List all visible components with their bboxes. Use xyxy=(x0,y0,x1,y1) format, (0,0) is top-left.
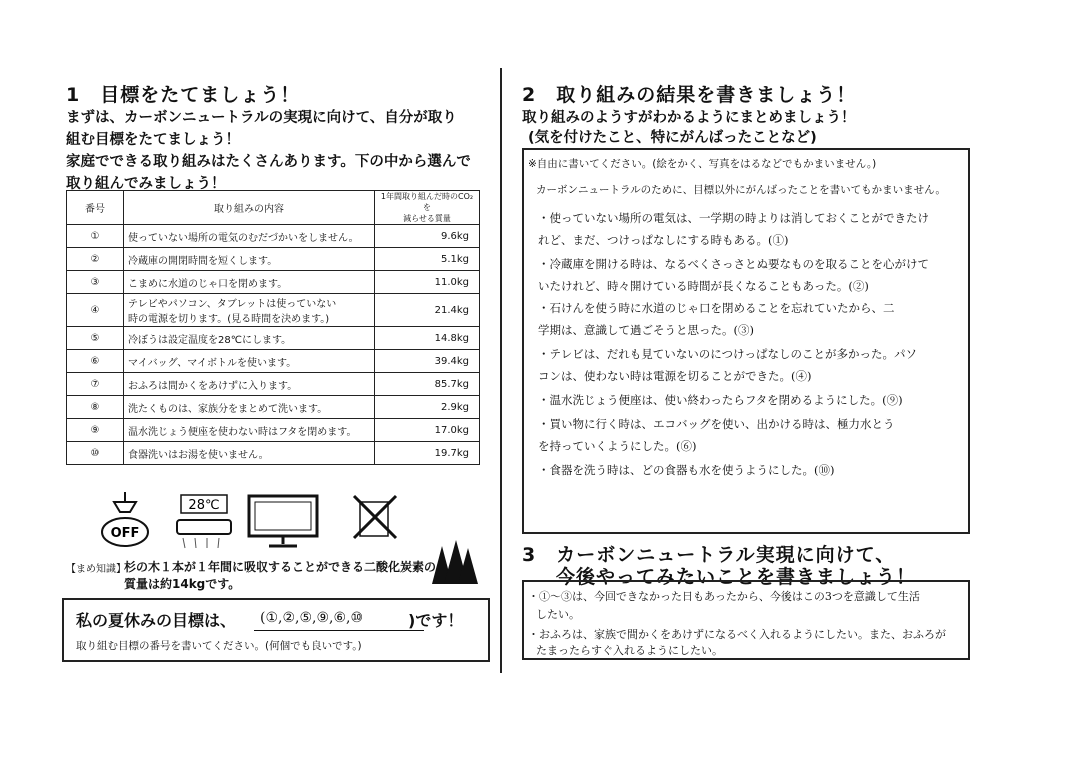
row-number: ① xyxy=(67,225,124,248)
result-line: 学期は、意識して過ごそうと思った。(③) xyxy=(538,323,754,337)
section1-intro-line1: まずは、カーボンニュートラルの実現に向けて、自分が取り xyxy=(66,110,457,126)
table-row xyxy=(67,225,480,248)
goal-value: (①,②,⑤,⑨,⑥,⑩ xyxy=(260,610,364,626)
row-content: 食器洗いはお湯を使いません。 xyxy=(124,442,375,465)
row-content: 洗たくものは、家族分をまとめて洗います。 xyxy=(124,396,375,419)
row-amount: 2.9kg xyxy=(375,396,480,419)
table-row xyxy=(67,248,480,271)
row-amount: 5.1kg xyxy=(375,248,480,271)
row-content-line2: 時の電源を切ります。(見る時間を決めます。) xyxy=(128,314,330,325)
row-amount: 21.4kg xyxy=(375,294,480,327)
row-content: 冷蔵庫の開閉時間を短くします。 xyxy=(124,248,375,271)
row-amount: 19.7kg xyxy=(375,442,480,465)
row-amount: 17.0kg xyxy=(375,419,480,442)
tv-monitor-icon xyxy=(247,494,319,550)
ac-temp-label: 28℃ xyxy=(188,498,220,513)
light-off-icon xyxy=(100,492,150,548)
no-water-icon xyxy=(350,492,400,542)
row-number: ⑥ xyxy=(67,350,124,373)
table-row xyxy=(67,419,480,442)
off-label: OFF xyxy=(110,526,140,541)
trivia-label: 【まめ知識】 xyxy=(66,564,126,575)
row-content-line1: テレビやパソコン、タブレットは使っていない xyxy=(128,299,337,310)
section1-intro-line4: 取り組んでみましょう！ xyxy=(66,176,226,192)
row-amount: 9.6kg xyxy=(375,225,480,248)
row-content: 使っていない場所の電気のむだづかいをしません。 xyxy=(124,225,375,248)
row-content: 温水洗じょう便座を使わない時はフタを閉めます。 xyxy=(124,419,375,442)
future-line: ・おふろは、家族で間かくをあけずになるべく入れるようにしたい。また、おふろが xyxy=(528,628,946,641)
row-amount: 39.4kg xyxy=(375,350,480,373)
goal-suffix: )です！ xyxy=(408,611,464,630)
result-line: コンは、使わない時は電源を切ることができた。(④) xyxy=(538,369,812,383)
row-amount: 85.7kg xyxy=(375,373,480,396)
future-line: ・①～③は、今回できなかった日もあったから、今後はこの3つを意識して生活 xyxy=(528,590,920,603)
table-row xyxy=(67,442,480,465)
future-line: したい。 xyxy=(536,608,580,621)
table-row xyxy=(67,294,480,327)
result-line: ・温水洗じょう便座は、使い終わったらフタを閉めるようにした。(⑨) xyxy=(538,393,903,407)
result-line: いたけれど、時々開けている時間が長くなることもあった。(②) xyxy=(538,279,869,293)
header-amount xyxy=(375,191,480,225)
goal-note: 取り組む目標の番号を書いてください。(何個でも良いです。) xyxy=(76,640,362,652)
row-content: おふろは間かくをあけずに入ります。 xyxy=(124,373,375,396)
table-row xyxy=(67,271,480,294)
section1-heading: 1 目標をたてましょう！ xyxy=(66,84,301,106)
row-number: ② xyxy=(67,248,124,271)
section2-sub2: (気を付けたこと、特にがんばったことなど) xyxy=(528,130,817,146)
result-line: ・使っていない場所の電気は、一学期の時よりは消しておくことができたけ xyxy=(538,211,929,225)
trivia-line1: 杉の木１本が１年間に吸収することができる二酸化炭素の xyxy=(124,560,437,574)
air-conditioner-icon xyxy=(175,494,233,550)
results-note1: ※自由に書いてください。(絵をかく、写真をはるなどでもかまいません。) xyxy=(528,158,877,170)
results-note2: カーボンニュートラルのために、目標以外にがんばったことを書いてもかまいません。 xyxy=(536,184,946,196)
summer-goal-box xyxy=(62,598,490,662)
row-content: マイバッグ、マイボトルを使います。 xyxy=(124,350,375,373)
trivia-line2: 質量は約14kgです。 xyxy=(124,577,241,591)
row-content: 冷ぼうは設定温度を28℃にします。 xyxy=(124,327,375,350)
goal-underline xyxy=(254,630,424,631)
future-line: たまったらすぐ入れるようにしたい。 xyxy=(536,644,723,657)
row-number: ⑨ xyxy=(67,419,124,442)
section2-sub1: 取り組みのようすがわかるようにまとめましょう！ xyxy=(522,110,856,126)
goal-prefix: 私の夏休みの目標は、 xyxy=(76,611,237,630)
header-number: 番号 xyxy=(67,191,124,225)
header-amount-line1: 1年間取り組んだ時のCO₂を xyxy=(380,192,474,212)
table-header-row xyxy=(67,191,480,225)
column-divider xyxy=(500,68,502,673)
section1-intro-line3: 家庭でできる取り組みはたくさんあります。下の中から選んで xyxy=(66,154,471,170)
row-number: ⑤ xyxy=(67,327,124,350)
cedar-trees-icon xyxy=(430,540,480,588)
row-content: こまめに水道のじゃ口を閉めます。 xyxy=(124,271,375,294)
row-number: ⑩ xyxy=(67,442,124,465)
section3-heading-line1: 3 カーボンニュートラル実現に向けて、 xyxy=(522,544,896,566)
table-row xyxy=(67,350,480,373)
future-plans-box xyxy=(522,580,970,660)
header-amount-line2: 減らせる質量 xyxy=(403,214,451,223)
result-line: を持っていくようにした。(⑥) xyxy=(538,439,697,453)
table-row xyxy=(67,327,480,350)
goals-table xyxy=(66,190,480,465)
section3-heading-line2: 今後やってみたいことを書きましょう！ xyxy=(556,566,917,588)
row-amount: 11.0kg xyxy=(375,271,480,294)
result-line: ・冷蔵庫を開ける時は、なるべくさっさとぬ要なものを取ることを心がけて xyxy=(538,257,929,271)
results-box xyxy=(522,148,970,534)
row-number: ⑧ xyxy=(67,396,124,419)
section1-intro-line2: 組む目標をたてましょう！ xyxy=(66,132,240,148)
header-content: 取り組みの内容 xyxy=(124,191,375,225)
result-line: ・石けんを使う時に水道のじゃ口を閉めることを忘れていたから、二 xyxy=(538,301,895,315)
row-number: ④ xyxy=(67,294,124,327)
row-amount: 14.8kg xyxy=(375,327,480,350)
row-number: ⑦ xyxy=(67,373,124,396)
row-number: ③ xyxy=(67,271,124,294)
result-line: ・テレビは、だれも見ていないのにつけっぱなしのことが多かった。パソ xyxy=(538,347,918,361)
table-row xyxy=(67,373,480,396)
row-content xyxy=(124,294,375,327)
result-line: ・食器を洗う時は、どの食器も水を使うようにした。(⑩) xyxy=(538,463,835,477)
table-row xyxy=(67,396,480,419)
section2-heading: 2 取り組みの結果を書きましょう！ xyxy=(522,84,857,106)
result-line: ・買い物に行く時は、エコバッグを使い、出かける時は、極力水とう xyxy=(538,417,895,431)
result-line: れど、まだ、つけっぱなしにする時もある。(①) xyxy=(538,233,789,247)
